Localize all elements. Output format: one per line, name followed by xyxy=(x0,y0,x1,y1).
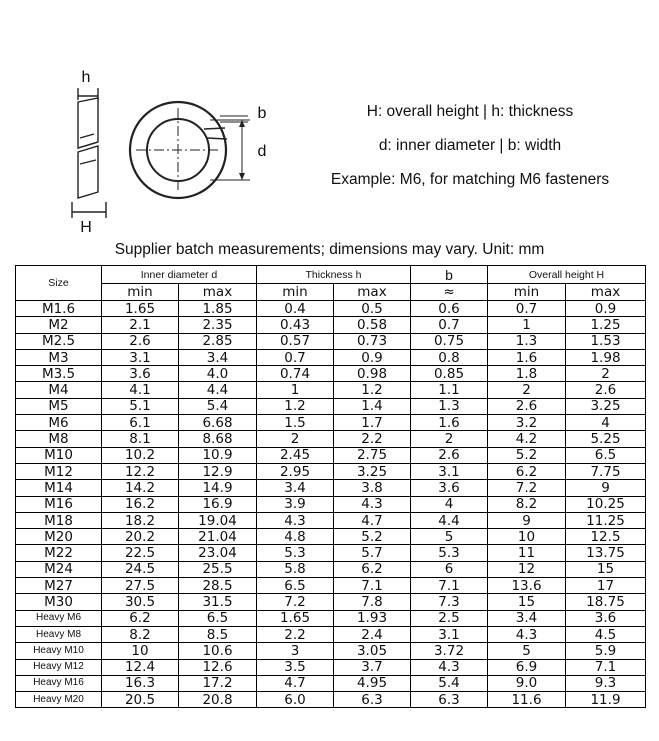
note-height: H: overall height | h: thickness xyxy=(366,103,574,120)
cell-d-min: 10 xyxy=(102,643,179,659)
table-row xyxy=(16,366,646,382)
cell-h-min: 0.74 xyxy=(257,366,334,382)
cell-H-min: 0.7 xyxy=(488,301,566,317)
cell-size: M8 xyxy=(16,431,102,447)
cell-H-min: 3.2 xyxy=(488,415,566,431)
cell-h-min: 1.65 xyxy=(257,610,334,626)
label-H: H xyxy=(80,219,92,236)
cell-H-min: 1 xyxy=(488,317,566,333)
cell-d-min: 5.1 xyxy=(102,398,179,414)
cell-b-approx: 5.4 xyxy=(411,675,488,691)
cell-H-min: 1.8 xyxy=(488,366,566,382)
table-row xyxy=(16,382,646,398)
cell-H-max: 11.25 xyxy=(566,512,646,528)
note-diameter: d: inner diameter | b: width xyxy=(378,137,562,154)
table-row xyxy=(16,463,646,479)
cell-b-approx: 1.6 xyxy=(411,415,488,431)
cell-H-min: 10 xyxy=(488,529,566,545)
cell-H-max: 4 xyxy=(566,415,646,431)
cell-size: M30 xyxy=(16,594,102,610)
cell-d-min: 6.2 xyxy=(102,610,179,626)
cell-H-min: 9 xyxy=(488,512,566,528)
table-group-header-row xyxy=(16,266,646,284)
cell-h-max: 3.7 xyxy=(334,659,411,675)
table-subheader-row xyxy=(16,284,646,301)
cell-d-min: 8.1 xyxy=(102,431,179,447)
cell-H-min: 3.4 xyxy=(488,610,566,626)
cell-size: Heavy M20 xyxy=(16,692,102,708)
cell-H-min: 15 xyxy=(488,594,566,610)
cell-b-approx: 2.6 xyxy=(411,447,488,463)
cell-d-max: 2.85 xyxy=(179,333,257,349)
cell-h-max: 2.75 xyxy=(334,447,411,463)
cell-d-max: 3.4 xyxy=(179,349,257,365)
cell-H-min: 1.6 xyxy=(488,349,566,365)
cell-b-approx: 0.85 xyxy=(411,366,488,382)
cell-d-min: 27.5 xyxy=(102,578,179,594)
cell-h-max: 7.1 xyxy=(334,578,411,594)
cell-H-min: 6.9 xyxy=(488,659,566,675)
table-row xyxy=(16,431,646,447)
table-row xyxy=(16,675,646,691)
cell-size: M24 xyxy=(16,561,102,577)
cell-size: Heavy M16 xyxy=(16,675,102,691)
cell-h-min: 0.57 xyxy=(257,333,334,349)
cell-H-min: 8.2 xyxy=(488,496,566,512)
cell-b-approx: 1.3 xyxy=(411,398,488,414)
cell-h-min: 7.2 xyxy=(257,594,334,610)
cell-d-min: 20.5 xyxy=(102,692,179,708)
cell-H-max: 12.5 xyxy=(566,529,646,545)
cell-d-min: 20.2 xyxy=(102,529,179,545)
cell-H-min: 9.0 xyxy=(488,675,566,691)
cell-H-max: 11.9 xyxy=(566,692,646,708)
cell-H-min: 11.6 xyxy=(488,692,566,708)
cell-h-min: 3.5 xyxy=(257,659,334,675)
table-row xyxy=(16,480,646,496)
cell-b-approx: 4.4 xyxy=(411,512,488,528)
cell-d-max: 10.9 xyxy=(179,447,257,463)
table-row xyxy=(16,301,646,317)
cell-H-max: 9.3 xyxy=(566,675,646,691)
cell-b-approx: 4.3 xyxy=(411,659,488,675)
note-example: Example: M6, for matching M6 fasteners xyxy=(330,171,610,188)
cell-b-approx: 2 xyxy=(411,431,488,447)
cell-b-approx: 5.3 xyxy=(411,545,488,561)
cell-h-max: 3.25 xyxy=(334,463,411,479)
table-row xyxy=(16,317,646,333)
cell-H-max: 17 xyxy=(566,578,646,594)
cell-d-max: 16.9 xyxy=(179,496,257,512)
cell-H-min: 4.3 xyxy=(488,626,566,642)
cell-d-min: 6.1 xyxy=(102,415,179,431)
cell-size: M14 xyxy=(16,480,102,496)
table-row xyxy=(16,415,646,431)
subheader-max: max xyxy=(179,284,257,301)
spec-table-body xyxy=(16,301,646,708)
washer-diagram xyxy=(50,60,290,240)
cell-d-min: 16.3 xyxy=(102,675,179,691)
cell-h-max: 1.93 xyxy=(334,610,411,626)
table-row xyxy=(16,349,646,365)
cell-b-approx: 3.1 xyxy=(411,463,488,479)
subheader-min: min xyxy=(102,284,179,301)
cell-b-approx: 0.7 xyxy=(411,317,488,333)
cell-d-max: 12.9 xyxy=(179,463,257,479)
cell-h-max: 6.2 xyxy=(334,561,411,577)
cell-size: M16 xyxy=(16,496,102,512)
cell-size: Heavy M6 xyxy=(16,610,102,626)
cell-h-max: 4.7 xyxy=(334,512,411,528)
cell-d-min: 18.2 xyxy=(102,512,179,528)
table-row xyxy=(16,529,646,545)
cell-h-min: 4.3 xyxy=(257,512,334,528)
cell-b-approx: 6.3 xyxy=(411,692,488,708)
cell-size: M4 xyxy=(16,382,102,398)
cell-d-min: 12.2 xyxy=(102,463,179,479)
cell-b-approx: 3.1 xyxy=(411,626,488,642)
cell-h-min: 3.9 xyxy=(257,496,334,512)
cell-size: M20 xyxy=(16,529,102,545)
cell-b-approx: 0.8 xyxy=(411,349,488,365)
cell-size: M10 xyxy=(16,447,102,463)
cell-size: M3 xyxy=(16,349,102,365)
table-row xyxy=(16,626,646,642)
subheader-min: min xyxy=(488,284,566,301)
cell-d-max: 4.0 xyxy=(179,366,257,382)
cell-d-max: 28.5 xyxy=(179,578,257,594)
label-h: h xyxy=(81,69,91,86)
cell-h-min: 2.45 xyxy=(257,447,334,463)
cell-h-min: 0.4 xyxy=(257,301,334,317)
cell-H-max: 0.9 xyxy=(566,301,646,317)
group-overall-height: Overall height H xyxy=(488,266,646,284)
cell-H-min: 2 xyxy=(488,382,566,398)
cell-b-approx: 2.5 xyxy=(411,610,488,626)
cell-b-approx: 3.6 xyxy=(411,480,488,496)
cell-H-max: 2.6 xyxy=(566,382,646,398)
cell-H-max: 4.5 xyxy=(566,626,646,642)
cell-h-min: 5.8 xyxy=(257,561,334,577)
cell-H-min: 5.2 xyxy=(488,447,566,463)
cell-size: M22 xyxy=(16,545,102,561)
cell-h-min: 3 xyxy=(257,643,334,659)
cell-d-min: 30.5 xyxy=(102,594,179,610)
cell-b-approx: 5 xyxy=(411,529,488,545)
cell-d-min: 2.1 xyxy=(102,317,179,333)
cell-d-min: 24.5 xyxy=(102,561,179,577)
cell-d-max: 2.35 xyxy=(179,317,257,333)
cell-H-max: 1.25 xyxy=(566,317,646,333)
subheader-approx: ≈ xyxy=(411,284,488,301)
table-row xyxy=(16,561,646,577)
cell-h-max: 3.05 xyxy=(334,643,411,659)
cell-b-approx: 6 xyxy=(411,561,488,577)
cell-h-max: 6.3 xyxy=(334,692,411,708)
subheader-max: max xyxy=(334,284,411,301)
table-row xyxy=(16,578,646,594)
cell-d-max: 10.6 xyxy=(179,643,257,659)
table-row xyxy=(16,496,646,512)
subheader-min: min xyxy=(257,284,334,301)
cell-h-max: 7.8 xyxy=(334,594,411,610)
table-row xyxy=(16,333,646,349)
table-row xyxy=(16,610,646,626)
cell-H-max: 2 xyxy=(566,366,646,382)
table-row xyxy=(16,447,646,463)
cell-H-max: 3.25 xyxy=(566,398,646,414)
cell-size: M3.5 xyxy=(16,366,102,382)
label-d: d xyxy=(257,143,267,160)
cell-d-max: 19.04 xyxy=(179,512,257,528)
cell-h-min: 1.5 xyxy=(257,415,334,431)
cell-h-min: 3.4 xyxy=(257,480,334,496)
cell-b-approx: 7.3 xyxy=(411,594,488,610)
cell-d-max: 8.68 xyxy=(179,431,257,447)
cell-h-max: 2.4 xyxy=(334,626,411,642)
cell-h-max: 0.98 xyxy=(334,366,411,382)
table-row xyxy=(16,659,646,675)
cell-H-min: 4.2 xyxy=(488,431,566,447)
cell-H-min: 11 xyxy=(488,545,566,561)
cell-H-min: 6.2 xyxy=(488,463,566,479)
cell-H-max: 5.25 xyxy=(566,431,646,447)
table-row xyxy=(16,643,646,659)
cell-h-min: 5.3 xyxy=(257,545,334,561)
washer-side-view-icon xyxy=(72,88,106,218)
cell-d-min: 3.1 xyxy=(102,349,179,365)
cell-h-max: 2.2 xyxy=(334,431,411,447)
cell-size: M18 xyxy=(16,512,102,528)
cell-d-min: 10.2 xyxy=(102,447,179,463)
cell-h-min: 2.2 xyxy=(257,626,334,642)
cell-d-min: 2.6 xyxy=(102,333,179,349)
cell-H-min: 2.6 xyxy=(488,398,566,414)
cell-d-max: 8.5 xyxy=(179,626,257,642)
cell-size: M2.5 xyxy=(16,333,102,349)
cell-size: M12 xyxy=(16,463,102,479)
cell-b-approx: 1.1 xyxy=(411,382,488,398)
cell-H-max: 10.25 xyxy=(566,496,646,512)
cell-h-max: 3.8 xyxy=(334,480,411,496)
cell-H-min: 5 xyxy=(488,643,566,659)
cell-d-min: 22.5 xyxy=(102,545,179,561)
table-row xyxy=(16,398,646,414)
cell-h-max: 0.5 xyxy=(334,301,411,317)
cell-d-max: 25.5 xyxy=(179,561,257,577)
cell-b-approx: 3.72 xyxy=(411,643,488,659)
cell-h-min: 6.5 xyxy=(257,578,334,594)
cell-H-min: 13.6 xyxy=(488,578,566,594)
cell-size: M5 xyxy=(16,398,102,414)
cell-h-min: 6.0 xyxy=(257,692,334,708)
cell-d-min: 3.6 xyxy=(102,366,179,382)
cell-h-max: 4.95 xyxy=(334,675,411,691)
cell-h-min: 0.7 xyxy=(257,349,334,365)
cell-H-max: 6.5 xyxy=(566,447,646,463)
cell-d-max: 5.4 xyxy=(179,398,257,414)
cell-d-max: 6.5 xyxy=(179,610,257,626)
subheader-max: max xyxy=(566,284,646,301)
cell-h-max: 1.2 xyxy=(334,382,411,398)
cell-h-min: 1 xyxy=(257,382,334,398)
spec-table xyxy=(15,265,646,708)
cell-size: Heavy M10 xyxy=(16,643,102,659)
cell-H-min: 12 xyxy=(488,561,566,577)
cell-d-min: 16.2 xyxy=(102,496,179,512)
group-thickness: Thickness h xyxy=(257,266,411,284)
cell-h-max: 5.2 xyxy=(334,529,411,545)
cell-b-approx: 4 xyxy=(411,496,488,512)
cell-size: Heavy M8 xyxy=(16,626,102,642)
cell-d-max: 31.5 xyxy=(179,594,257,610)
washer-top-view-icon xyxy=(130,102,250,198)
table-row xyxy=(16,545,646,561)
cell-H-max: 3.6 xyxy=(566,610,646,626)
cell-h-max: 5.7 xyxy=(334,545,411,561)
cell-H-max: 1.98 xyxy=(566,349,646,365)
cell-d-min: 12.4 xyxy=(102,659,179,675)
cell-d-max: 1.85 xyxy=(179,301,257,317)
cell-h-max: 0.73 xyxy=(334,333,411,349)
cell-H-max: 9 xyxy=(566,480,646,496)
cell-h-min: 4.8 xyxy=(257,529,334,545)
cell-d-max: 14.9 xyxy=(179,480,257,496)
cell-H-max: 18.75 xyxy=(566,594,646,610)
cell-size: M6 xyxy=(16,415,102,431)
table-row xyxy=(16,692,646,708)
cell-size: M2 xyxy=(16,317,102,333)
cell-h-min: 0.43 xyxy=(257,317,334,333)
cell-d-min: 4.1 xyxy=(102,382,179,398)
cell-H-max: 7.1 xyxy=(566,659,646,675)
table-row xyxy=(16,594,646,610)
legend-notes xyxy=(300,100,640,202)
cell-H-max: 15 xyxy=(566,561,646,577)
cell-H-max: 5.9 xyxy=(566,643,646,659)
cell-H-max: 13.75 xyxy=(566,545,646,561)
cell-d-min: 14.2 xyxy=(102,480,179,496)
cell-h-min: 4.7 xyxy=(257,675,334,691)
size-header: Size xyxy=(16,266,102,301)
cell-b-approx: 0.75 xyxy=(411,333,488,349)
table-caption: Supplier batch measurements; dimensions may vary. Unit: mm xyxy=(114,241,545,258)
cell-d-max: 21.04 xyxy=(179,529,257,545)
cell-H-min: 7.2 xyxy=(488,480,566,496)
cell-h-max: 0.9 xyxy=(334,349,411,365)
cell-d-min: 1.65 xyxy=(102,301,179,317)
cell-b-approx: 0.6 xyxy=(411,301,488,317)
cell-b-approx: 7.1 xyxy=(411,578,488,594)
cell-h-max: 1.4 xyxy=(334,398,411,414)
cell-size: Heavy M12 xyxy=(16,659,102,675)
group-width: b xyxy=(411,266,488,284)
cell-H-max: 7.75 xyxy=(566,463,646,479)
cell-h-min: 1.2 xyxy=(257,398,334,414)
cell-h-min: 2.95 xyxy=(257,463,334,479)
cell-d-max: 12.6 xyxy=(179,659,257,675)
cell-d-max: 4.4 xyxy=(179,382,257,398)
cell-size: M1.6 xyxy=(16,301,102,317)
cell-d-max: 20.8 xyxy=(179,692,257,708)
group-inner-diameter: Inner diameter d xyxy=(102,266,257,284)
cell-d-min: 8.2 xyxy=(102,626,179,642)
cell-d-max: 23.04 xyxy=(179,545,257,561)
cell-h-max: 0.58 xyxy=(334,317,411,333)
cell-H-min: 1.3 xyxy=(488,333,566,349)
cell-d-max: 6.68 xyxy=(179,415,257,431)
table-row xyxy=(16,512,646,528)
cell-H-max: 1.53 xyxy=(566,333,646,349)
cell-h-max: 1.7 xyxy=(334,415,411,431)
cell-h-max: 4.3 xyxy=(334,496,411,512)
cell-size: M27 xyxy=(16,578,102,594)
cell-d-max: 17.2 xyxy=(179,675,257,691)
label-b: b xyxy=(257,105,267,122)
cell-h-min: 2 xyxy=(257,431,334,447)
